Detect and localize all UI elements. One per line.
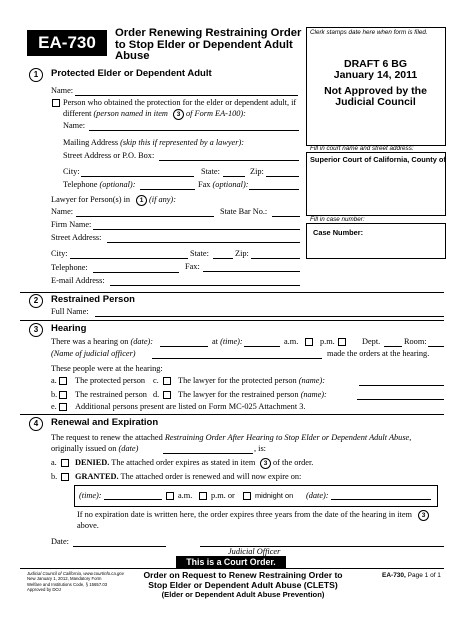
room-field[interactable] xyxy=(428,346,444,347)
issued-on-label: originally issued on (date) xyxy=(51,444,139,453)
item-d-letter: d. xyxy=(153,390,160,399)
denied-text: DENIED. The attached order expires as stated in item xyxy=(75,458,256,467)
issued-date-field[interactable] xyxy=(163,453,253,454)
lawyer-name-field[interactable] xyxy=(76,216,214,217)
expire-time-label: (time): xyxy=(79,491,102,500)
case-number-title: Case Number: xyxy=(313,228,364,237)
title-line-2: to Stop Elder or Dependent Adult xyxy=(115,38,293,51)
bar-number-field[interactable] xyxy=(272,216,300,217)
footer-left-line-2: New January 1, 2012, Mandatory Form xyxy=(27,576,102,582)
name2-label: Name: xyxy=(63,121,86,130)
signature-date-field[interactable] xyxy=(73,546,166,547)
title-line-1: Order Renewing Restraining Order xyxy=(115,27,302,39)
form-title xyxy=(115,28,305,63)
clerk-stamp-label: Clerk stamps date here when form is filed. xyxy=(310,29,428,36)
lawyer-if-any: (if any): xyxy=(149,195,176,204)
no-expiration-text-2: above. xyxy=(77,521,99,530)
room-label: Room: xyxy=(404,337,427,346)
hearing-date-field[interactable] xyxy=(160,346,208,347)
lawyer-zip-field[interactable] xyxy=(251,258,300,259)
item-c-letter: c. xyxy=(153,376,159,385)
email-label: E-mail Address: xyxy=(51,276,105,285)
footer-title-line-1: Order on Request to Renew Restraining Order to xyxy=(143,570,343,580)
restrained-full-name-field[interactable] xyxy=(95,316,444,317)
additional-persons-checkbox[interactable] xyxy=(59,403,67,411)
item-b-letter: b. xyxy=(51,390,58,399)
fax-label: Fax (optional): xyxy=(198,180,249,189)
denied-checkbox[interactable] xyxy=(61,459,69,467)
obtained-protection-label-2: different (person named in item xyxy=(63,109,168,118)
item-1-ref-icon: 1 xyxy=(136,195,147,206)
section-2-number: 2 xyxy=(29,294,43,308)
bar-number-label: State Bar No.: xyxy=(220,207,268,216)
granted-checkbox[interactable] xyxy=(61,473,69,481)
item-a-letter: a. xyxy=(51,376,57,385)
judicial-officer-field[interactable] xyxy=(152,358,322,359)
protected-lawyer-checkbox[interactable] xyxy=(163,377,171,385)
midnight-checkbox[interactable] xyxy=(243,492,251,500)
lawyer-fax-label: Fax: xyxy=(185,262,200,271)
judicial-officer-signature-label: Judicial Officer xyxy=(228,547,281,556)
denied-item-3-ref-icon: 3 xyxy=(260,458,271,469)
renew-request-text: The request to renew the attached Restraining Order After Hearing to Stop Elder or Dependent Adult Abuse, xyxy=(51,433,412,442)
mailing-address-label: Mailing Address (skip this if represented by a lawyer): xyxy=(63,138,244,147)
draft-line-3: Not Approved by the xyxy=(324,85,427,97)
footer-title-line-2: Stop Elder or Dependent Adult Abuse (CLETS) xyxy=(148,579,338,590)
protected-lawyer-name-field[interactable] xyxy=(359,385,444,386)
expire-date-label: (date): xyxy=(306,491,329,500)
footer-left-line-4: Approved by DOJ xyxy=(27,587,61,593)
expire-am-label: a.m. xyxy=(178,491,193,500)
footer-left-line-1: Judicial Council of California, www.courtinfo.ca.gov xyxy=(27,571,124,576)
section-4-heading: Renewal and Expiration xyxy=(51,417,159,428)
draft-notice xyxy=(306,59,445,108)
expire-pm-checkbox[interactable] xyxy=(199,492,207,500)
signature-date-label: Date: xyxy=(51,537,69,546)
no-exp-item-3-ref-icon: 3 xyxy=(418,510,429,521)
restrained-person-checkbox[interactable] xyxy=(59,391,67,399)
people-present-label: These people were at the hearing: xyxy=(51,364,163,373)
name2-field[interactable] xyxy=(89,130,299,131)
protected-name-field[interactable] xyxy=(75,95,298,96)
firm-field[interactable] xyxy=(93,229,300,230)
section-divider-2 xyxy=(20,320,444,321)
expire-time-field[interactable] xyxy=(104,499,162,500)
obtained-protection-label: Person who obtained the protection for the elder or dependent adult, if xyxy=(63,98,297,107)
footer-title-line-3: (Elder or Dependent Adult Abuse Prevention) xyxy=(161,590,325,599)
obtained-protection-checkbox[interactable] xyxy=(52,99,60,107)
section-4-number: 4 xyxy=(29,417,43,431)
section-2-heading: Restrained Person xyxy=(51,294,135,305)
expire-am-checkbox[interactable] xyxy=(166,492,174,500)
case-number-label: Fill in case number: xyxy=(310,216,365,223)
zip-label: Zip: xyxy=(250,167,264,176)
fax-field[interactable] xyxy=(249,189,299,190)
lawyer-phone-label: Telephone: xyxy=(51,263,88,272)
court-order-banner: This is a Court Order. xyxy=(176,556,286,568)
draft-line-1: DRAFT 6 BG xyxy=(344,58,407,70)
city-field[interactable] xyxy=(81,176,194,177)
judicial-officer-label: (Name of judicial officer) xyxy=(51,349,136,358)
protected-person-label: The protected person xyxy=(75,376,146,385)
protected-person-checkbox[interactable] xyxy=(59,377,67,385)
section-3-heading: Hearing xyxy=(51,323,87,334)
hearing-on-label: There was a hearing on (date): xyxy=(51,337,154,346)
draft-line-4: Judicial Council xyxy=(335,96,416,108)
expire-date-field[interactable] xyxy=(331,499,431,500)
restrained-lawyer-checkbox[interactable] xyxy=(163,391,171,399)
phone-label: Telephone (optional): xyxy=(63,180,136,189)
lawyer-state-label: State: xyxy=(190,249,209,258)
footer-form-title xyxy=(128,571,358,600)
item-e-letter: e. xyxy=(51,402,57,411)
hearing-time-label: at (time): xyxy=(212,337,243,346)
form-number-badge: EA-730 xyxy=(27,30,107,56)
street-field[interactable] xyxy=(159,160,299,161)
zip-field[interactable] xyxy=(266,176,299,177)
phone-field[interactable] xyxy=(140,189,195,190)
protected-name-label: Name: xyxy=(51,86,74,95)
footer-left-line-3: Welfare and Institutions Code, § 15657.03 xyxy=(27,581,108,587)
item-3-ref-icon: 3 xyxy=(173,109,184,120)
dept-label: Dept. xyxy=(362,337,381,346)
section-1-heading: Protected Elder or Dependent Adult xyxy=(51,68,212,79)
lawyer-name-label: Name: xyxy=(51,207,74,216)
full-name-label: Full Name: xyxy=(51,307,89,316)
pm-label: p.m. xyxy=(320,337,335,346)
made-orders-text: made the orders at the hearing. xyxy=(327,349,430,358)
title-line-3: Abuse xyxy=(115,50,150,62)
lawyer-fax-field[interactable] xyxy=(203,271,300,272)
midnight-label: midnight on xyxy=(255,491,294,500)
state-label: State: xyxy=(201,167,220,176)
denied-text-end: of the order. xyxy=(273,458,314,467)
court-label: Fill in court name and street address: xyxy=(310,145,414,152)
restrained-lawyer-name-field[interactable] xyxy=(357,399,444,400)
street-label: Street Address or P.O. Box: xyxy=(63,151,155,160)
dept-field[interactable] xyxy=(384,346,402,347)
email-field[interactable] xyxy=(110,285,300,286)
is-label: , is: xyxy=(254,444,266,453)
state-field[interactable] xyxy=(223,176,245,177)
am-label: a.m. xyxy=(284,337,299,346)
city-label: City: xyxy=(63,167,80,176)
expire-pm-label: p.m. or xyxy=(211,491,235,500)
lawyer-label: Lawyer for Person(s) in xyxy=(51,195,131,204)
lawyer-city-field[interactable] xyxy=(70,258,188,259)
section-3-number: 3 xyxy=(29,323,43,337)
denied-letter: a. xyxy=(51,458,57,467)
lawyer-phone-field[interactable] xyxy=(93,272,179,273)
section-divider-3 xyxy=(20,414,444,415)
restrained-person-label: The restrained person xyxy=(75,390,147,399)
am-checkbox[interactable] xyxy=(305,338,313,346)
footer-left-info xyxy=(27,571,124,593)
pm-checkbox[interactable] xyxy=(338,338,346,346)
granted-text: GRANTED. The attached order is renewed and will now expire on: xyxy=(75,472,302,481)
no-expiration-text: If no expiration date is written here, the order expires three years from the date of the hearing in item xyxy=(77,510,412,519)
lawyer-state-field[interactable] xyxy=(213,258,233,259)
draft-line-2: January 14, 2011 xyxy=(333,69,418,81)
lawyer-zip-label: Zip: xyxy=(235,249,249,258)
lawyer-city-label: City: xyxy=(51,249,68,258)
footer-rule xyxy=(20,568,444,569)
section-1-number: 1 xyxy=(29,68,43,82)
granted-letter: b. xyxy=(51,472,58,481)
restrained-lawyer-label: The lawyer for the restrained person (name): xyxy=(178,390,327,399)
hearing-time-field[interactable] xyxy=(244,346,280,347)
lawyer-street-field[interactable] xyxy=(107,242,300,243)
lawyer-street-label: Street Address: xyxy=(51,233,102,242)
additional-persons-label: Additional persons present are listed on Form MC-025 Attachment 3. xyxy=(75,402,306,411)
firm-label: Firm Name: xyxy=(51,220,92,229)
obtained-protection-label-end: of Form EA-100): xyxy=(186,109,246,118)
footer-page-info: EA-730, Page 1 of 1 xyxy=(382,572,441,579)
court-name: Superior Court of California, County of xyxy=(310,155,446,164)
section-divider-1 xyxy=(20,292,444,293)
protected-lawyer-label: The lawyer for the protected person (name): xyxy=(178,376,325,385)
